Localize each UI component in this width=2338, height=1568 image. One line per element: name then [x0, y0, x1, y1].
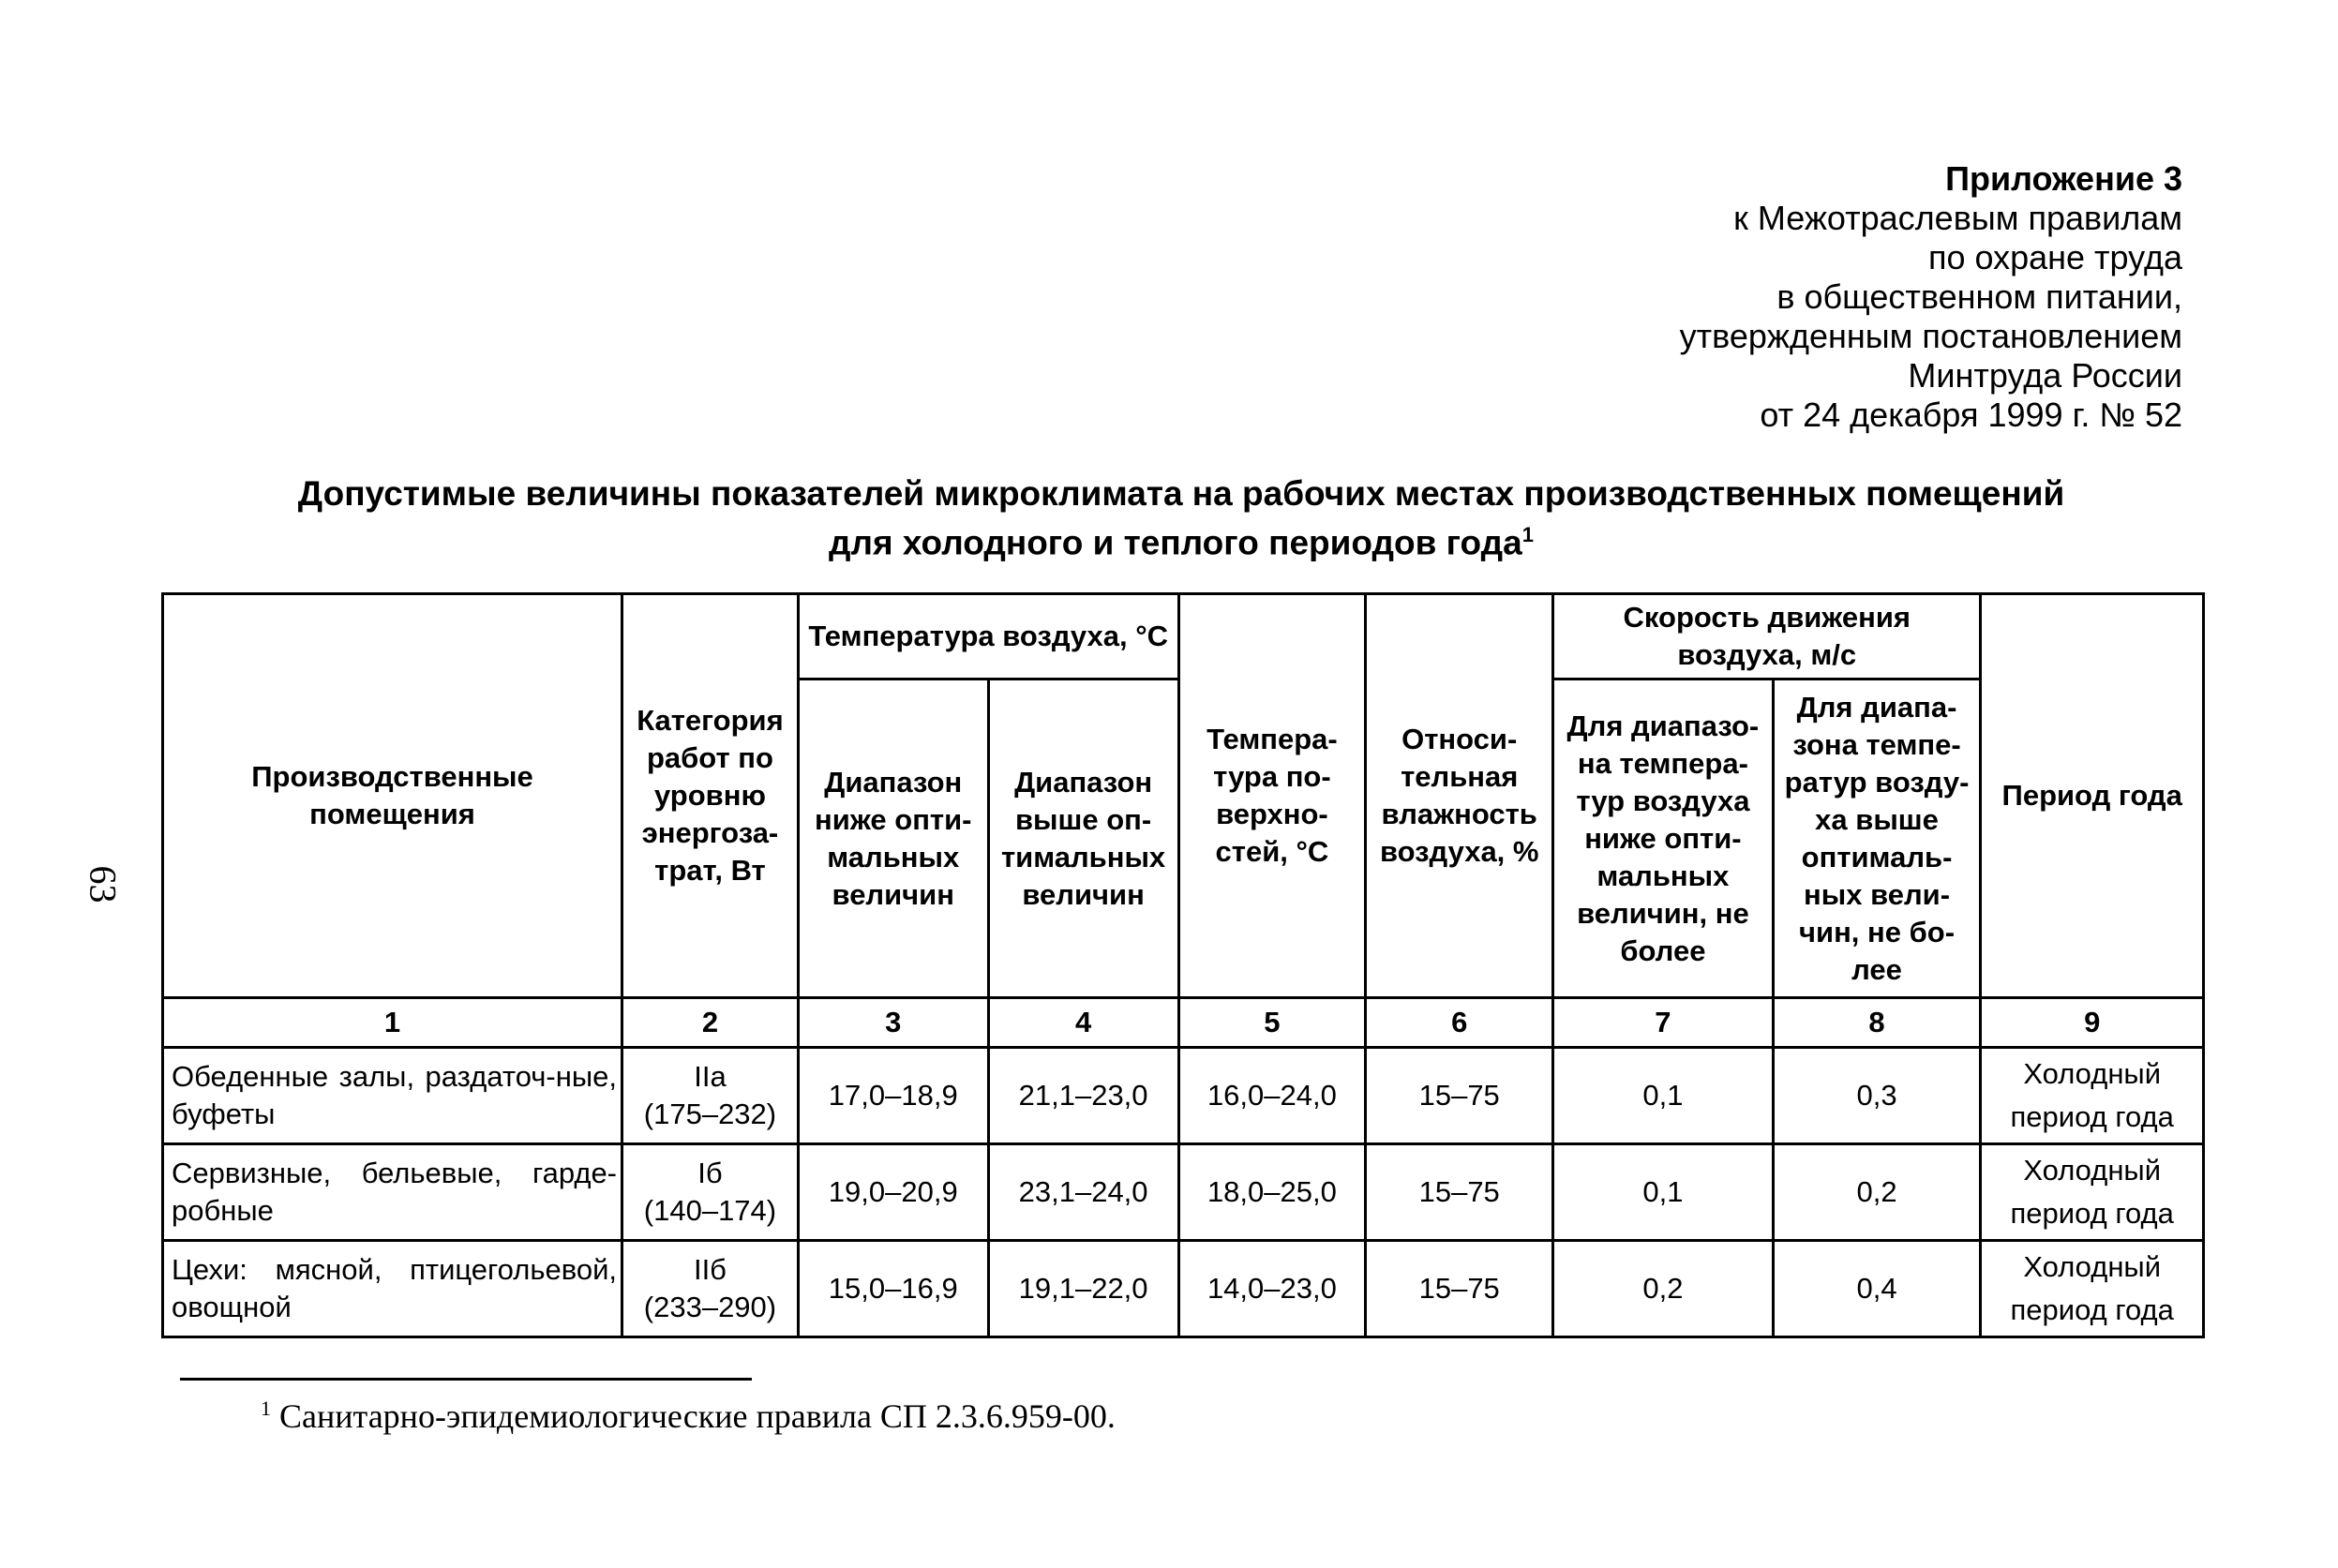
- cell-humidity: 15–75: [1366, 1048, 1553, 1144]
- appendix-line: по охране труда: [1927, 238, 2182, 276]
- header-air-temperature: Температура воздуха, °С: [798, 594, 1178, 679]
- cell-category-range: (233–290): [643, 1291, 777, 1323]
- cell-category-code: IIб: [693, 1253, 727, 1286]
- table-row: [163, 1048, 2204, 1144]
- column-number: 4: [988, 998, 1178, 1048]
- header-rooms: Производственные помещения: [163, 594, 622, 998]
- appendix-line: от 24 декабря 1999 г. № 52: [1760, 396, 2182, 434]
- cell-period: Холодный период года: [1981, 1144, 2204, 1241]
- appendix-line: Минтруда России: [1908, 356, 2182, 395]
- cell-category: [622, 1048, 799, 1144]
- cell-period: Холодный период года: [1981, 1241, 2204, 1337]
- header-air-speed: Скорость движения воздуха, м/с: [1553, 594, 1981, 679]
- header-period: Период года: [1981, 594, 2204, 998]
- cell-speed-above: 0,3: [1773, 1048, 1981, 1144]
- table-row: [163, 1144, 2204, 1241]
- cell-speed-below: 0,1: [1553, 1048, 1774, 1144]
- cell-temp-below: 15,0–16,9: [798, 1241, 988, 1337]
- column-number: 5: [1178, 998, 1366, 1048]
- cell-surface-temp: 16,0–24,0: [1178, 1048, 1366, 1144]
- column-number: 9: [1981, 998, 2204, 1048]
- header-surface-temperature: Темпера-тура по-верхно-стей, °С: [1178, 594, 1366, 998]
- column-number-row: [163, 998, 2204, 1048]
- cell-humidity: 15–75: [1366, 1144, 1553, 1241]
- cell-speed-above: 0,4: [1773, 1241, 1981, 1337]
- cell-temp-below: 19,0–20,9: [798, 1144, 988, 1241]
- header-air-temp-above: Диапазон выше оп-тимальных величин: [988, 679, 1178, 998]
- microclimate-table: [161, 592, 2205, 1338]
- cell-period: Холодный период года: [1981, 1048, 2204, 1144]
- cell-surface-temp: 14,0–23,0: [1178, 1241, 1366, 1337]
- table-heading: [159, 473, 2203, 563]
- cell-category-range: (175–232): [643, 1098, 777, 1130]
- footnote-divider: [180, 1378, 752, 1381]
- footnote-mark: 1: [261, 1396, 271, 1420]
- cell-category-code: Iб: [697, 1157, 723, 1189]
- appendix-line: к Межотраслевым правилам: [1733, 199, 2182, 237]
- cell-room: Цехи: мясной, птицегольевой, овощной: [163, 1241, 622, 1337]
- footnote-text: Санитарно-эпидемиологические правила СП 2.3.6.959-00.: [279, 1397, 1116, 1435]
- header-air-speed-above: Для диапа-зона темпе-ратур возду-ха выше оптималь-ных вели-чин, не бо-лее: [1773, 679, 1981, 998]
- cell-category: [622, 1144, 799, 1241]
- cell-speed-above: 0,2: [1773, 1144, 1981, 1241]
- cell-temp-below: 17,0–18,9: [798, 1048, 988, 1144]
- cell-speed-below: 0,2: [1553, 1241, 1774, 1337]
- column-number: 3: [798, 998, 988, 1048]
- header-category: Категория работ по уровню энергоза-трат, Вт: [622, 594, 799, 998]
- cell-temp-above: 21,1–23,0: [988, 1048, 1178, 1144]
- column-number: 8: [1773, 998, 1981, 1048]
- appendix-title: Приложение 3: [1945, 159, 2182, 198]
- appendix-line: утвержденным постановлением: [1679, 317, 2182, 355]
- cell-category: [622, 1241, 799, 1337]
- cell-temp-above: 19,1–22,0: [988, 1241, 1178, 1337]
- cell-room: Сервизные, бельевые, гарде-робные: [163, 1144, 622, 1241]
- header-air-speed-below: Для диапазо-на темпера-тур воздуха ниже опти-мальных величин, не более: [1553, 679, 1774, 998]
- header-air-temp-below: Диапазон ниже опти-мальных величин: [798, 679, 988, 998]
- heading-line-2: [159, 515, 2203, 563]
- column-number: 6: [1366, 998, 1553, 1048]
- table-row: [163, 1241, 2204, 1337]
- cell-surface-temp: 18,0–25,0: [1178, 1144, 1366, 1241]
- heading-footnote-mark: 1: [1521, 523, 1534, 546]
- appendix-line: в общественном питании,: [1776, 277, 2182, 316]
- cell-category-range: (140–174): [643, 1194, 777, 1227]
- heading-line-1: Допустимые величины показателей микроклимата на рабочих местах производственных помещений: [297, 474, 2065, 513]
- cell-humidity: 15–75: [1366, 1241, 1553, 1337]
- column-number: 7: [1553, 998, 1774, 1048]
- column-number: 1: [163, 998, 622, 1048]
- cell-room: Обеденные залы, раздаточ-ные, буфеты: [163, 1048, 622, 1144]
- page-number: 63: [82, 865, 125, 903]
- footnote: [261, 1396, 1116, 1436]
- heading-line-2-text: для холодного и теплого периодов года: [829, 523, 1522, 562]
- cell-category-code: IIа: [694, 1060, 727, 1093]
- cell-temp-above: 23,1–24,0: [988, 1144, 1178, 1241]
- header-humidity: Относи-тельная влажность воздуха, %: [1366, 594, 1553, 998]
- appendix-block: [1680, 159, 2182, 435]
- column-number: 2: [622, 998, 799, 1048]
- cell-speed-below: 0,1: [1553, 1144, 1774, 1241]
